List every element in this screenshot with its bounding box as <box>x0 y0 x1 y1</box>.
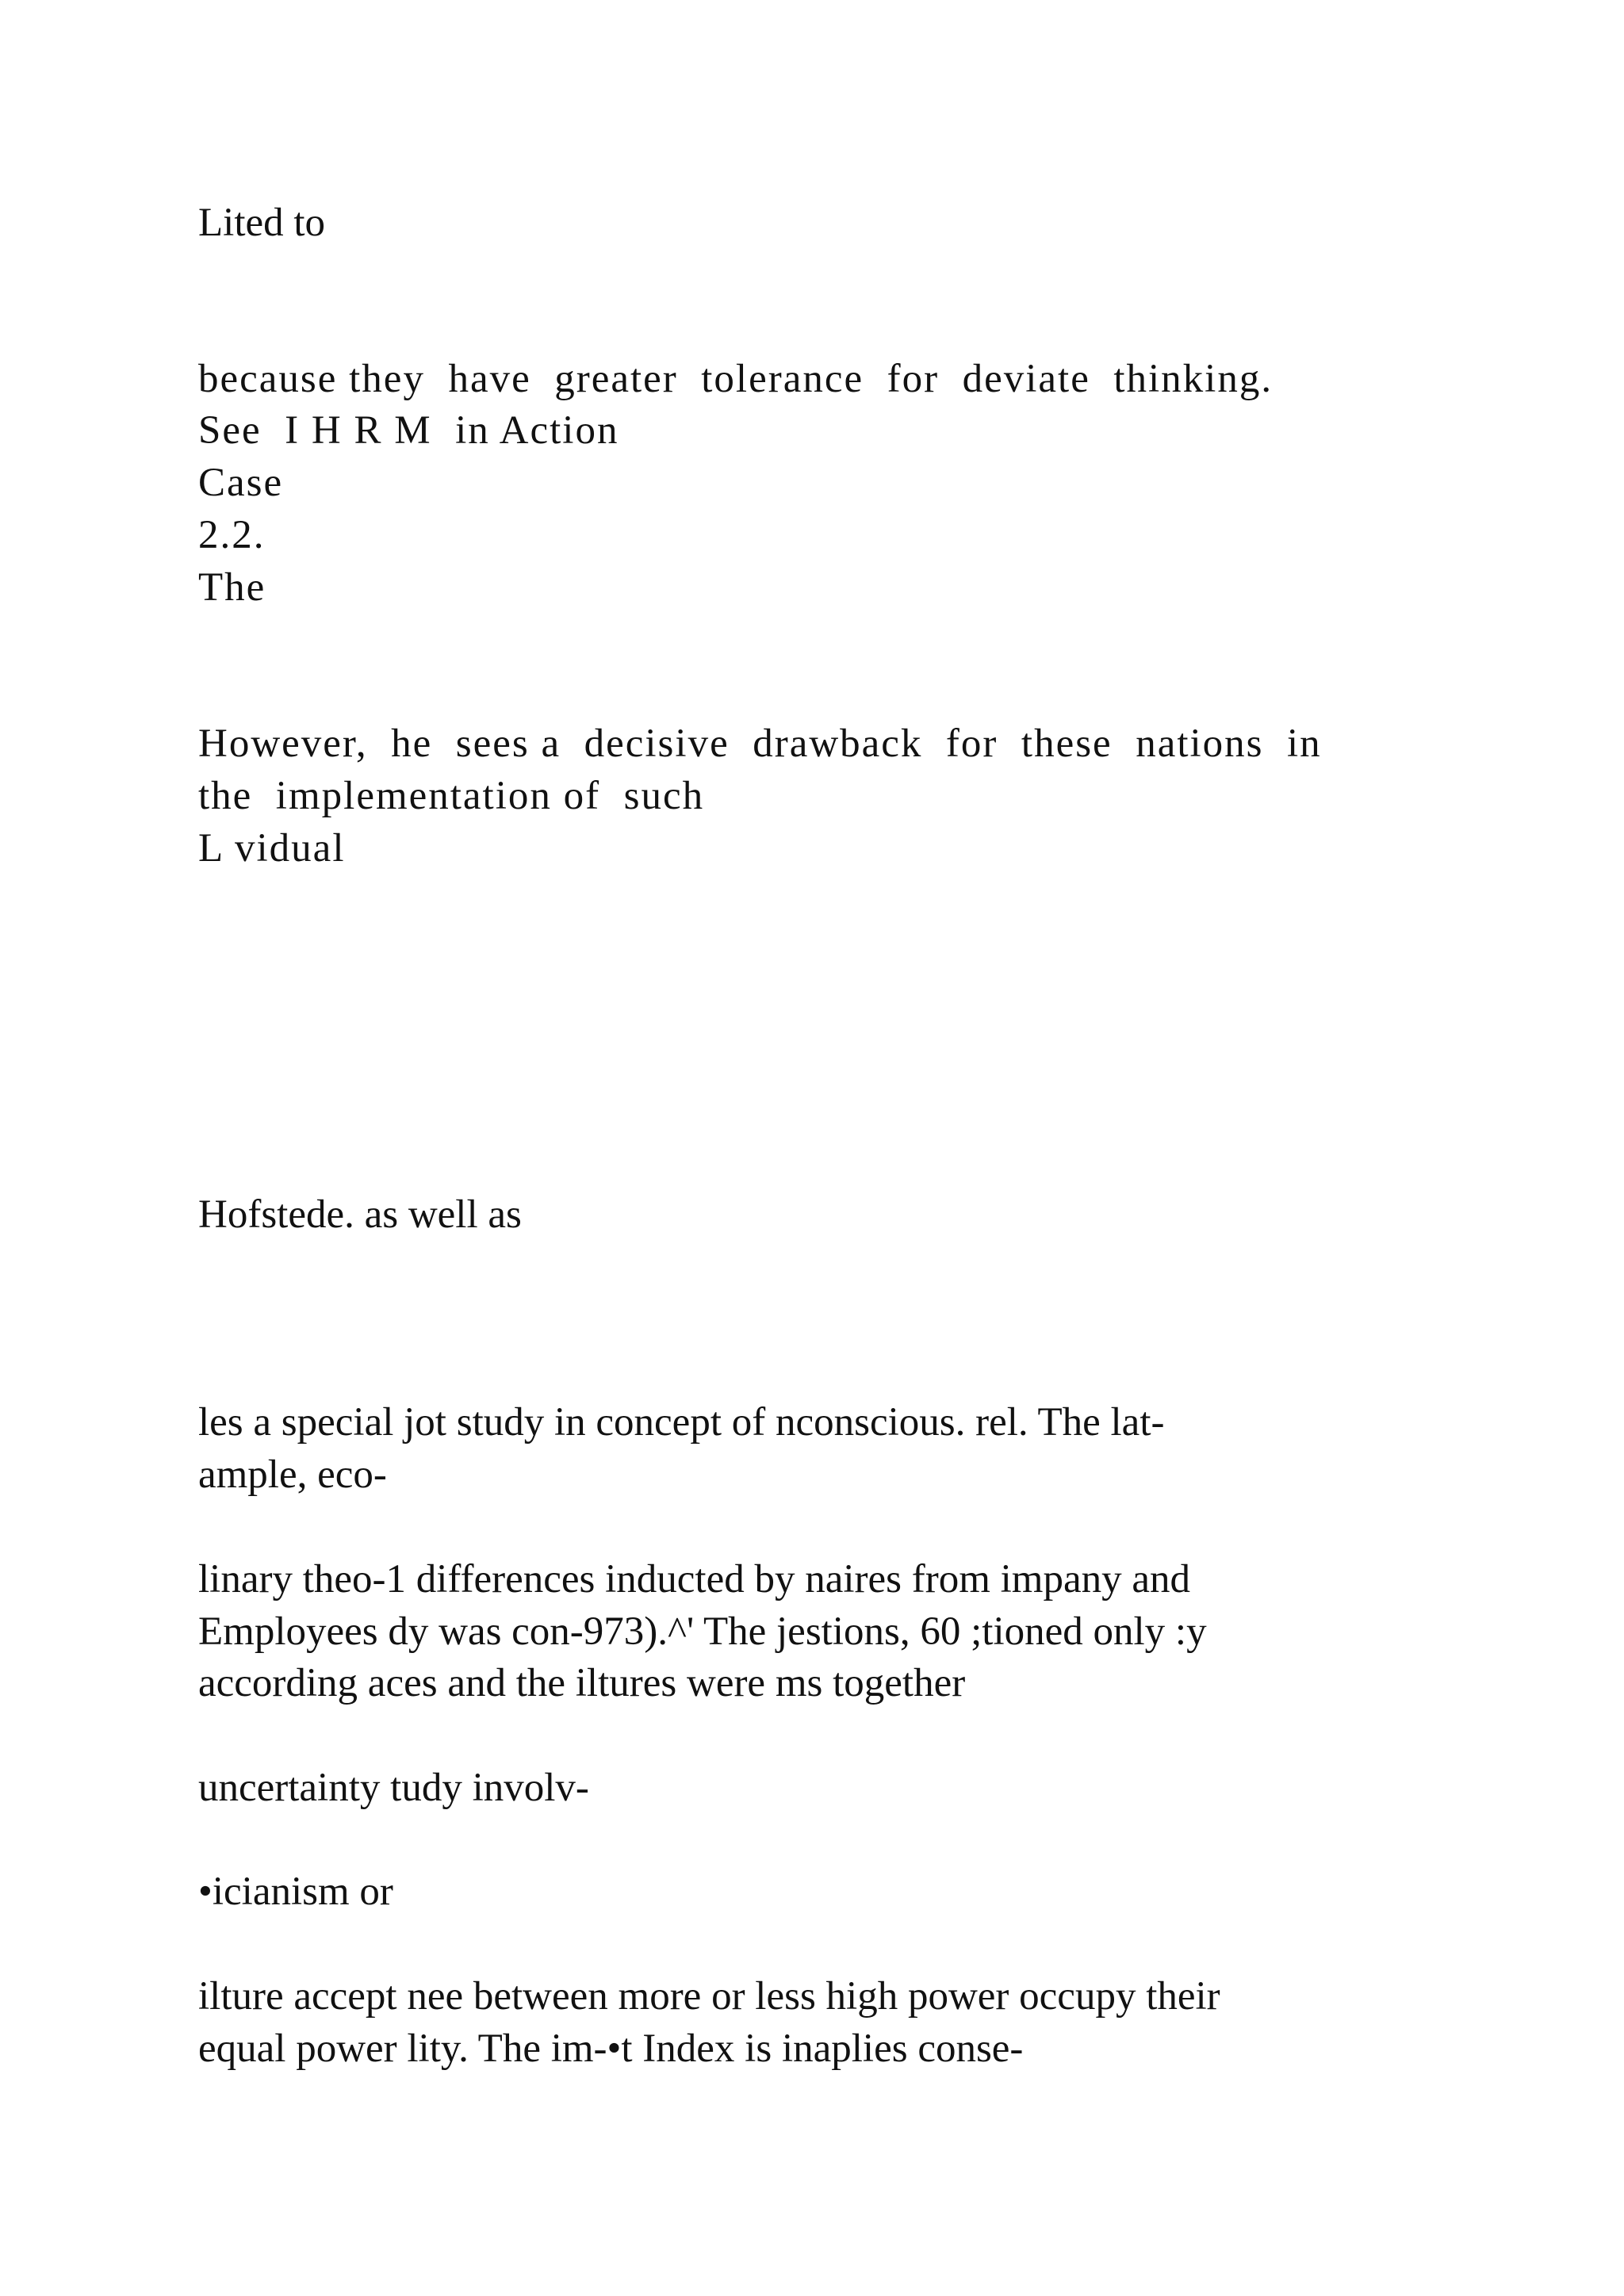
text-line: uncertainty tudy involv- <box>198 1766 589 1810</box>
text-line: according aces and the iltures were ms together <box>198 1661 966 1705</box>
text-line: ample, eco- <box>198 1452 387 1497</box>
text-line: the implementation of such <box>198 774 705 818</box>
text-line: Lited to <box>198 201 326 245</box>
text-line: •icianism or <box>198 1869 393 1914</box>
text-line: L vidual <box>198 826 346 871</box>
text-line: linary theo-1 differences inducted by naires from impany and <box>198 1557 1190 1601</box>
text-line: ilture accept nee between more or less high power occupy their <box>198 1974 1220 2019</box>
text-line: equal power lity. The im-•t Index is inaplies conse- <box>198 2026 1024 2071</box>
text-line: Hofstede. as well as <box>198 1192 522 1237</box>
text-line: Employees dy was con-973).^' The jestions, 60 ;tioned only :y <box>198 1609 1207 1654</box>
text-line: les a special jot study in concept of nconscious. rel. The lat- <box>198 1400 1165 1445</box>
text-line: The <box>198 565 266 610</box>
text-line: because they have greater tolerance for deviate thinking. <box>198 357 1274 401</box>
text-line: 2.2. <box>198 513 266 557</box>
text-line: Case <box>198 461 284 505</box>
text-line: See I H R M in Action <box>198 408 619 453</box>
text-line: However, he sees a decisive drawback for these nations in <box>198 721 1322 766</box>
